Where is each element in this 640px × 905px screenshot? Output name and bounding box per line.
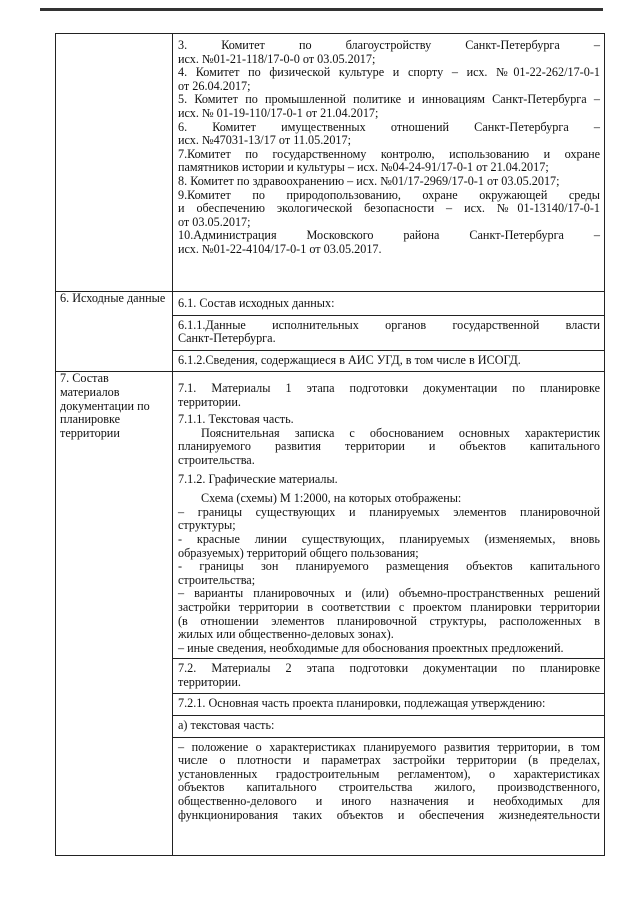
text-line: Санкт-Петербурга.: [178, 332, 276, 346]
text-line: территории.: [178, 395, 241, 409]
text-line: – границы существующих и планируемых элементов планировочной: [178, 505, 600, 519]
row-label-cell: [56, 34, 173, 292]
text-line: 6.1.2.Сведения, содержащиеся в АИС УГД, в том числе в ИСОГД.: [178, 353, 521, 367]
text-line: объектов капитального строительства жилого, производственного,: [178, 781, 600, 795]
text-line: 8. Комитет по здравоохранению – исх. №01/17-2969/17-0-1 от 03.05.2017;: [178, 174, 560, 188]
text-line: Пояснительная записка с обоснованием основных характеристик: [201, 426, 600, 440]
text-line: структуры;: [178, 519, 236, 533]
text-line: от 26.04.2017;: [178, 79, 251, 93]
row-content-cell: [173, 372, 605, 856]
text-line: и обеспечению экологической безопасности – исх. №01-13140/17-0-1: [178, 202, 600, 216]
text-line: жилых или общественно-деловых зонах).: [178, 628, 394, 642]
text-line: 7.1. Материалы 1 этапа подготовки документации по планировке: [178, 382, 600, 395]
text-line: а) текстовая часть:: [178, 719, 275, 733]
text-line: исх. №01-21-118/17-0-0 от 03.05.2017;: [178, 52, 376, 66]
text-line: памятников истории и культуры – исх. №04-24-91/17-0-1 от 21.04.2017;: [178, 161, 549, 175]
text-line: – иные сведения, необходимые для обоснования проектных предложений.: [178, 641, 564, 655]
text-line: застройки территории в соответствии с проектом планировки территории: [178, 600, 600, 614]
text-line: общественно-делового и иного назначения и необходимых для: [178, 795, 600, 809]
text-line: функционирования таких объектов и обеспечения жизнедеятельности: [178, 808, 600, 822]
text-line: 9.Комитет по природопользованию, охране окружающей среды: [178, 188, 600, 202]
text-line: 7.2. Материалы 2 этапа подготовки документации по планировке: [178, 662, 600, 676]
text-line: 7.2.1. Основная часть проекта планировки, подлежащая утверждению:: [178, 697, 546, 711]
text-line: 7.1.1. Текстовая часть.: [178, 413, 294, 427]
text-line: – варианты планировочных и (или) объемно-пространственных решений: [178, 587, 600, 601]
text-line: (в отношении элементов планировочной структуры, расположенных в: [178, 614, 600, 628]
text-line: - границы зон планируемого размещения объектов капитального: [178, 560, 600, 574]
row-label-cell: [56, 372, 173, 856]
text-line: исх. №01-22-4104/17-0-1 от 03.05.2017.: [178, 242, 382, 256]
text-line: - красные линии существующих, планируемых (изменяемых, вновь: [178, 532, 600, 546]
text-line: от 03.05.2017;: [178, 215, 251, 229]
table-row-materials: [56, 372, 605, 856]
row-content-cell: [173, 34, 605, 292]
text-line: Схема (схемы) М 1:2000, на которых отображены:: [201, 492, 462, 506]
requirements-table: [55, 33, 605, 856]
text-line: числе о плотности и параметрах застройки территории (в пределах,: [178, 754, 600, 768]
text-line: территории.: [178, 675, 241, 689]
table-row-source-data: [56, 292, 605, 372]
text-line: образуемых) территорий общего пользования;: [178, 546, 419, 560]
text-line: 7.Комитет по государственному контролю, использованию и охране: [178, 147, 600, 161]
text-line: исх. №47031-13/17 от 11.05.2017;: [178, 134, 352, 148]
table-row-list: [56, 34, 605, 292]
text-line: 10.Администрация Московского района Санкт-Петербурга –: [178, 229, 600, 243]
text-line: 3. Комитет по благоустройству Санкт-Петербурга –: [178, 39, 600, 52]
row-content-cell: [173, 292, 605, 372]
text-line: 4. Комитет по физической культуре и спорту – исх. №01-22-262/17-0-1: [178, 66, 600, 80]
text-line: исх. № 01-19-110/17-0-1 от 21.04.2017;: [178, 106, 379, 120]
text-line: 6.1. Состав исходных данных:: [178, 297, 335, 310]
text-line: строительства;: [178, 573, 256, 587]
row-label: 7. Состав материалов документации по планировке территории: [60, 371, 150, 441]
text-line: планируемого развития территории и объектов капитального: [178, 440, 600, 454]
top-rule: [40, 8, 603, 11]
text-line: 7.1.2. Графические материалы.: [178, 472, 338, 486]
text-line: установленных градостроительным регламентом), о характеристиках: [178, 767, 600, 781]
text-line: 6. Комитет имущественных отношений Санкт-Петербурга –: [178, 120, 600, 134]
text-line: 6.1.1.Данные исполнительных органов государственной власти: [178, 318, 600, 332]
row-label-cell: [56, 292, 173, 372]
text-line: 5. Комитет по промышленной политике и инновациям Санкт-Петербурга –: [178, 93, 600, 107]
text-line: – положение о характеристиках планируемого развития территории, в том: [178, 740, 600, 754]
row-label: 6. Исходные данные: [60, 291, 166, 305]
text-line: строительства.: [178, 453, 255, 467]
